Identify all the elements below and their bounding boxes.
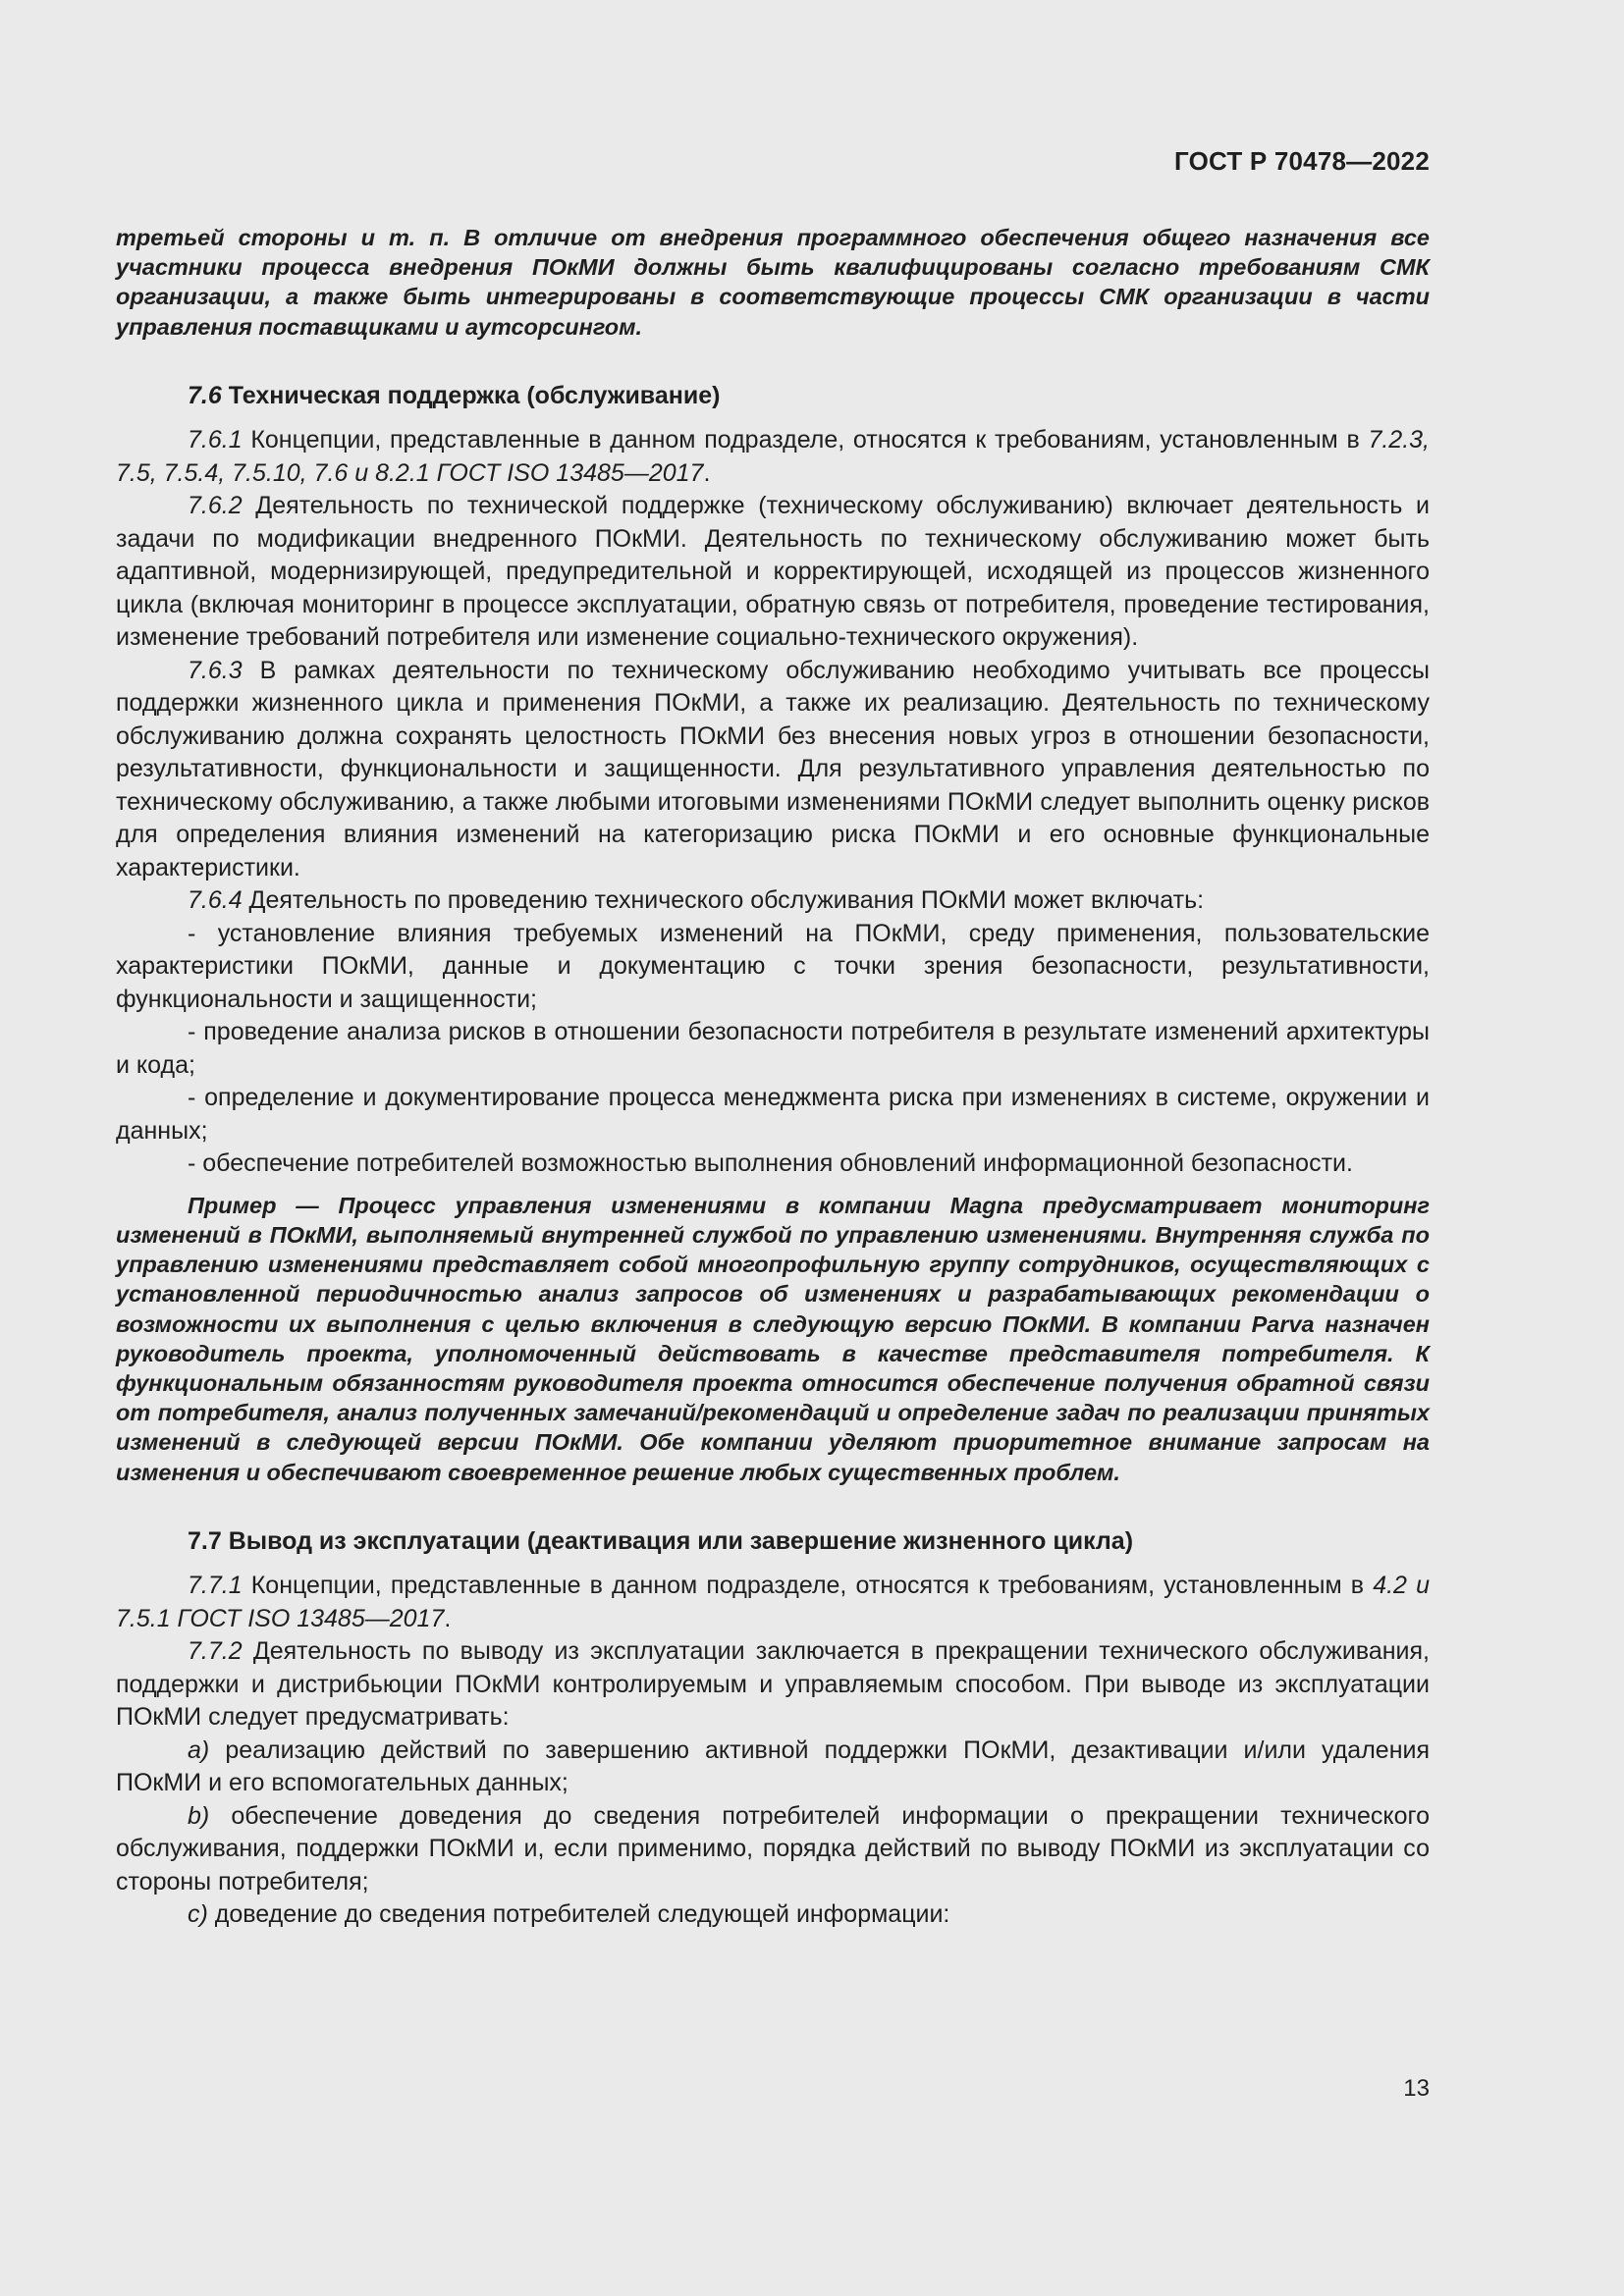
section-heading-7-6 (116, 380, 1430, 413)
standard-references: 4.2 и 7.5.1 ГОСТ ISO 13485—2017 (116, 1572, 1430, 1632)
enumerated-item-b (116, 1800, 1430, 1899)
list-item: - установление влияния требуемых изменений на ПОкМИ, среду применения, пользовательские характеристики ПОкМИ, данные и документацию с точки зрения безопасности, результативности, функциональности и защищенности; (116, 919, 1430, 1013)
enumerated-item-a (116, 1735, 1430, 1800)
clause-number: 7.6.3 (188, 656, 243, 684)
clause-number: 7.7.2 (188, 1637, 243, 1666)
clause-number: 7.6.1 (188, 426, 243, 454)
section-heading-7-7 (116, 1525, 1430, 1559)
item-letter: b) (188, 1801, 210, 1830)
section-number: 7.6 (188, 381, 222, 409)
example-note: Пример — Процесс управления изменениями в компании Magna предусматривает мониторинг изменений в ПОкМИ, выполняемый внутренней службой по управлению изменениями. Внутренняя служба по управлению изменениями представляет собой многопрофильную группу сотрудников, осуществляющих с установленной периодичностью анализ запросов об изменениях и разрабатывающих рекомендации о возможности их выполнения с целью включения в следующую версию ПОкМИ. В компании Parva назначен руководитель проекта, уполномоченный действовать в качестве представителя потребителя. К функциональным обязанностям руководителя проекта относится обеспечение получения обратной связи от потребителя, анализ полученных замечаний/рекомендаций и определение задач по реализации принятых изменений в следующей версии ПОкМИ. Обе компании уделяют приоритетное внимание запросам на изменения и обеспечивают своевременное решение любых существенных проблем. (116, 1192, 1430, 1485)
enumerated-item-c (116, 1898, 1430, 1932)
paragraph-7-6-3 (116, 655, 1430, 885)
paragraph-7-7-2 (116, 1635, 1430, 1735)
paragraph-7-6-4 (116, 884, 1430, 918)
clause-number: 7.6.2 (188, 492, 243, 520)
paragraph-text: Концепции, представленные в данном подразделе, относятся к требованиям, установленным в (242, 426, 1369, 454)
list-item: - проведение анализа рисков в отношении безопасности потребителя в результате изменений архитектуры и кода; (116, 1018, 1430, 1079)
item-letter: a) (188, 1735, 210, 1764)
list-item: - обеспечение потребителей возможностью выполнения обновлений информационной безопасности. (188, 1149, 1353, 1178)
intro-note: третьей стороны и т. п. В отличие от внедрения программного обеспечения общего назначения все участники процесса внедрения ПОкМИ должны быть квалифицированы согласно требованиям СМК организации, а также быть интегрированы в соответствующие процессы СМК организации в части управления поставщиками и аутсорсингом. (116, 225, 1430, 340)
item-text: обеспечение доведения до сведения потребителей информации о прекращении технического обслуживания, поддержки ПОкМИ и, если применимо, порядка действий по выводу ПОкМИ из эксплуатации со стороны потребителя; (116, 1801, 1430, 1896)
document-id: ГОСТ Р 70478—2022 (1174, 146, 1430, 176)
item-letter: c) (188, 1900, 208, 1929)
paragraph-7-6-1 (116, 424, 1430, 490)
item-text: доведение до сведения потребителей следующей информации: (207, 1900, 950, 1929)
section-title: Техническая поддержка (обслуживание) (228, 381, 721, 409)
standard-references: 7.2.3, 7.5, 7.5.4, 7.5.10, 7.6 и 8.2.1 ГОСТ ISO 13485—2017 (116, 426, 1430, 487)
paragraph-text: Деятельность по проведению технического обслуживания ПОкМИ может включать: (242, 886, 1205, 915)
paragraph-7-6-2 (116, 490, 1430, 655)
paragraph-text: Деятельность по выводу из эксплуатации заключается в прекращении технического обслуживания, поддержки и дистрибьюции ПОкМИ контролируемым и управляемым способом. При выводе из эксплуатации ПОкМИ следует предусматривать: (116, 1637, 1430, 1732)
list-item: - определение и документирование процесса менеджмента риска при изменениях в системе, окружении и данных; (116, 1084, 1430, 1145)
page-number: 13 (1403, 2075, 1430, 2102)
paragraph-text: Концепции, представленные в данном подразделе, относятся к требованиям, установленным в (242, 1572, 1374, 1600)
paragraph-7-7-1 (116, 1570, 1430, 1635)
paragraph-text-end: . (444, 1604, 452, 1632)
page-body (116, 223, 1430, 1932)
item-text: реализацию действий по завершению активной поддержки ПОкМИ, дезактивации и/или удаления ПОкМИ и его вспомогательных данных; (116, 1735, 1430, 1797)
paragraph-text-end: . (703, 458, 711, 487)
paragraph-text: В рамках деятельности по техническому обслуживанию необходимо учитывать все процессы поддержки жизненного цикла и применения ПОкМИ, а также их реализацию. Деятельность по техническому обслуживанию должна сохранять целостность ПОкМИ без внесения новых угроз в отношении безопасности, результативности, функциональности и защищенности. Для результативного управления деятельностью по техническому обслуживанию, а также любыми итоговыми изменениями ПОкМИ следует выполнить оценку рисков для определения влияния изменений на категоризацию риска ПОкМИ и его основные функциональные характеристики. (116, 656, 1430, 881)
paragraph-text: Деятельность по технической поддержке (техническому обслуживанию) включает деятельность и задачи по модификации внедренного ПОкМИ. Деятельность по техническому обслуживанию может быть адаптивной, модернизирующей, предупредительной и корректирующей, исходящей из процессов жизненного цикла (включая мониторинг в процессе эксплуатации, обратную связь от потребителя, проведение тестирования, изменение требований потребителя или изменение социально-технического окружения). (116, 492, 1430, 652)
section-title: Вывод из эксплуатации (деактивация или завершение жизненного цикла) (228, 1526, 1134, 1555)
clause-number: 7.7.1 (188, 1572, 243, 1600)
clause-number: 7.6.4 (188, 886, 243, 915)
section-number: 7.7 (188, 1526, 222, 1555)
